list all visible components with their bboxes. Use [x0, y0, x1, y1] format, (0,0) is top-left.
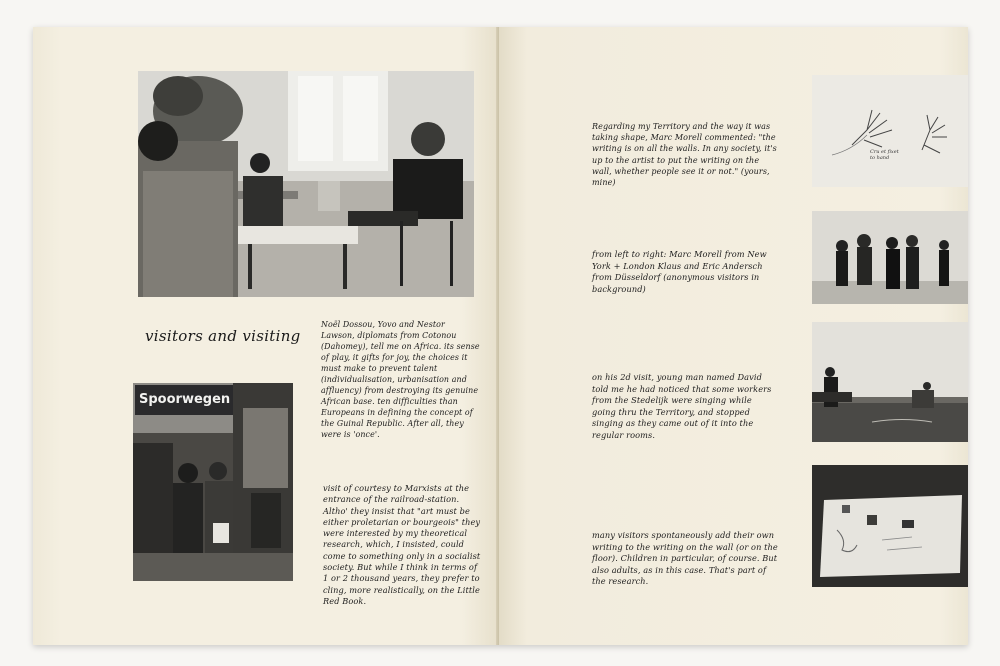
caption-workers: on his 2d visit, young man named David told me he had noticed that some workers from the Stedelijk were singing while going thru the Territory, and stopped singing as they came out of it into the regular rooms. [592, 372, 772, 440]
book-spread [33, 27, 968, 645]
section-title: visitors and visiting [145, 327, 301, 345]
caption-territory: Regarding my Territory and the way it was taking shape, Marc Morell commented: "the writing is on all the walls. In any society, it's up to the artist to put the writing on the wall, whether people see it or not." (yours, mine) [592, 122, 777, 188]
photo-visitors-group [812, 211, 968, 304]
photo-railway-station [133, 383, 293, 581]
left-page [33, 27, 499, 645]
caption-diplomats: Noël Dossou, Yovo and Nestor Lawson, diplomats from Cotonou (Dahomey), tell me on Africa. its sense of play, it gifts for joy, the choices it must make to prevent talent (individualisation, urbanisation and affluency) from destroying its genuine African base. ten difficulties than Europeans in defining the concept of the Guinal Republic. After all, they were is 'once'. [321, 320, 480, 439]
caption-station: visit of courtesy to Marxists at the entrance of the railroad-station. Altho' they insist that "art must be either proletarian or bourgeois" they were interested by my theoretical research, which, I insisted, could come to something only in a socialist society. But while I think in terms of 1 or 2 thousand years, they prefer to cling, more realistically, on the Little Red Book. [323, 483, 481, 606]
caption-writing: many visitors spontaneously add their own writing to the writing on the wall (or on the floor). Children in particular, of course. But also adults, as in this case. That's part of the research. [592, 530, 778, 586]
photo-writing-table [812, 465, 968, 587]
photo-diplomats-meeting [138, 71, 474, 297]
drawing-caption: Cru et fixet to hand [870, 149, 899, 161]
photo-gallery-room [812, 322, 968, 442]
station-sign: Spoorwegen [139, 392, 231, 407]
right-page [499, 27, 968, 645]
photo-hand-drawing [812, 75, 968, 187]
caption-group: from left to right: Marc Morell from New York + London Klaus and Eric Andersch from Düsseldorf (anonymous visitors in background) [592, 249, 767, 294]
